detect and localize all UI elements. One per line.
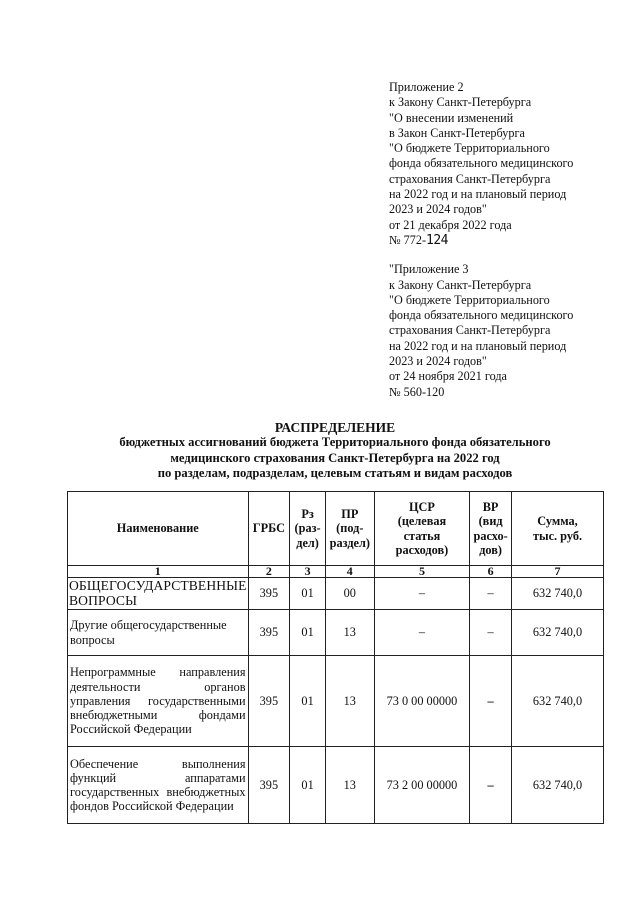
column-number: 3 (290, 566, 326, 578)
row-name: Другие общегосударственные вопросы (68, 610, 249, 656)
appendix-line: к Закону Санкт-Петербурга (389, 95, 532, 110)
row-sum: 632 740,0 (512, 747, 604, 824)
column-number: 5 (374, 566, 470, 578)
document-subtitle-line: медицинского страхования Санкт-Петербурга на 2022 год (170, 450, 500, 465)
row-csr: – (374, 610, 470, 656)
law-number (389, 233, 624, 248)
table-row (68, 656, 604, 747)
appendix-line: № 560-120 (389, 384, 445, 399)
row-sum: 632 740,0 (512, 610, 604, 656)
appendix-line: на 2022 год и на плановый период (389, 187, 567, 202)
row-rz: 01 (290, 747, 326, 824)
appendix-line: 2023 и 2024 годов" (389, 202, 487, 217)
appendix-line: к Закону Санкт-Петербурга (389, 277, 532, 292)
row-pr: 13 (325, 610, 374, 656)
row-name: Непрограммные направления деятельности органов управления государственными внебюджетными фондами Российской Федерации (68, 656, 249, 747)
row-vr: – (470, 747, 512, 824)
table-row (68, 747, 604, 824)
appendix-line: фонда обязательного медицинского (389, 308, 574, 323)
row-csr: 73 2 00 00000 (374, 747, 470, 824)
row-sum: 632 740,0 (512, 578, 604, 610)
row-rz: 01 (290, 656, 326, 747)
header-pr: ПР (под- раздел) (325, 492, 374, 566)
appendix-line: от 21 декабря 2022 года (389, 217, 512, 232)
appendix-line: "Приложение 3 (389, 262, 469, 277)
row-csr: 73 0 00 00000 (374, 656, 470, 747)
appendix-line: фонда обязательного медицинского (389, 156, 574, 171)
header-vr: ВР (вид расхо- дов) (470, 492, 512, 566)
row-rz: 01 (290, 610, 326, 656)
row-pr: 13 (325, 747, 374, 824)
table-header-row (68, 492, 604, 566)
row-grbs: 395 (248, 578, 290, 610)
table-row (68, 578, 604, 610)
column-number-row (68, 566, 604, 578)
appendix-line: "О бюджете Территориального (389, 292, 550, 307)
appendix-header (389, 80, 624, 400)
row-rz: 01 (290, 578, 326, 610)
row-name: ОБЩЕГОСУДАРСТВЕННЫЕ ВОПРОСЫ (69, 578, 247, 608)
header-grbs: ГРБС (248, 492, 290, 566)
appendix-line: страхования Санкт-Петербурга (389, 323, 551, 338)
column-number: 4 (325, 566, 374, 578)
law-number-handwritten: 124 (426, 232, 448, 248)
column-number: 7 (512, 566, 604, 578)
appendix-line: Приложение 2 (389, 80, 464, 94)
law-number-prefix: № 772- (389, 232, 427, 247)
header-sum: Сумма, тыс. руб. (512, 492, 604, 566)
appendix-line: 2023 и 2024 годов" (389, 354, 487, 369)
column-number: 2 (248, 566, 290, 578)
document-subtitle-line: по разделам, подразделам, целевым статьям и видам расходов (157, 465, 513, 480)
appendix-line: в Закон Санкт-Петербурга (389, 125, 525, 140)
column-number: 1 (68, 566, 249, 578)
row-grbs: 395 (248, 747, 290, 824)
row-csr: – (374, 578, 470, 610)
row-sum: 632 740,0 (512, 656, 604, 747)
row-grbs: 395 (248, 656, 290, 747)
column-number: 6 (470, 566, 512, 578)
row-vr: – (470, 656, 512, 747)
row-vr: – (470, 578, 512, 610)
appendix-line: страхования Санкт-Петербурга (389, 171, 551, 186)
document-subtitle-line: бюджетных ассигнований бюджета Территориального фонда обязательного (119, 435, 551, 450)
header-name: Наименование (68, 492, 249, 566)
row-name: Обеспечение выполнения функций аппаратами государственных внебюджетных фондов Российской Федерации (68, 747, 249, 824)
document-heading (70, 420, 600, 481)
row-pr: 00 (325, 578, 374, 610)
table-row (68, 610, 604, 656)
row-grbs: 395 (248, 610, 290, 656)
row-pr: 13 (325, 656, 374, 747)
header-csr: ЦСР (целевая статья расходов) (374, 492, 470, 566)
appendix-line: на 2022 год и на плановый период (389, 338, 567, 353)
header-rz: Рз (раз- дел) (290, 492, 326, 566)
appendix-line: "О внесении изменений (389, 110, 514, 125)
budget-table (67, 491, 604, 824)
row-vr: – (470, 610, 512, 656)
appendix-line: "О бюджете Территориального (389, 141, 550, 156)
document-title: РАСПРЕДЕЛЕНИЕ (274, 420, 396, 435)
appendix-line: от 24 ноября 2021 года (389, 369, 507, 384)
